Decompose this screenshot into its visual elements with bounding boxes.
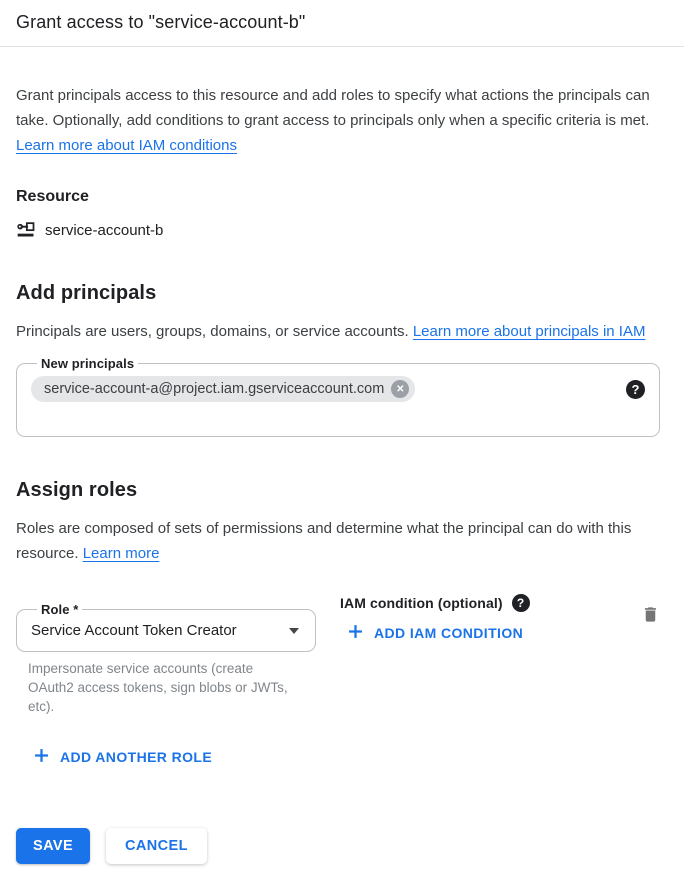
role-column: [16, 590, 316, 716]
add-iam-condition-label: ADD IAM CONDITION: [374, 625, 524, 641]
resource-row: [16, 220, 660, 240]
cancel-button[interactable]: CANCEL: [106, 828, 207, 864]
new-principals-inner: [31, 376, 645, 402]
close-icon[interactable]: ✕: [391, 380, 409, 398]
principal-chip[interactable]: [31, 376, 415, 402]
role-helper-text: Impersonate service accounts (create OAuth2 access tokens, sign blobs or JWTs, etc).: [28, 661, 288, 714]
role-selected-value: Service Account Token Creator: [31, 622, 237, 639]
trash-icon: [641, 613, 660, 628]
save-button[interactable]: SAVE: [16, 828, 90, 864]
roles-description-text: Roles are composed of sets of permissions and determine what the principal can do with this resource.: [16, 520, 632, 562]
intro-paragraph: [16, 83, 650, 158]
add-another-role-label: ADD ANOTHER ROLE: [60, 749, 213, 765]
principals-description: [16, 319, 650, 344]
assign-roles-heading: Assign roles: [16, 479, 138, 501]
plus-icon: [348, 624, 363, 642]
principal-chip-label: service-account-a@project.iam.gserviceaccount.com: [44, 381, 385, 397]
dialog-header: [0, 0, 684, 47]
help-icon[interactable]: ?: [512, 594, 530, 612]
resource-heading: Resource: [16, 188, 89, 205]
help-icon[interactable]: ?: [626, 380, 645, 399]
delete-role-button[interactable]: [641, 604, 660, 628]
role-label: Role *: [41, 602, 79, 617]
chevron-down-icon: [289, 628, 299, 634]
dialog-footer: [0, 828, 684, 864]
dialog-title: Grant access to "service-account-b": [16, 12, 306, 32]
plus-icon: [34, 748, 49, 766]
add-iam-condition-button[interactable]: [348, 624, 523, 642]
resource-name: service-account-b: [45, 221, 164, 239]
iam-conditions-link[interactable]: Learn more about IAM conditions: [16, 137, 237, 154]
iam-condition-label-row: [340, 590, 618, 612]
roles-learn-more-link[interactable]: Learn more: [82, 545, 160, 562]
role-row: [16, 590, 660, 716]
iam-condition-column: [340, 590, 618, 644]
roles-description: [16, 516, 650, 566]
iam-condition-label: IAM condition (optional): [340, 595, 503, 611]
new-principals-label: New principals: [41, 356, 135, 371]
principals-description-text: Principals are users, groups, domains, or service accounts.: [16, 323, 413, 340]
add-principals-heading: Add principals: [16, 282, 157, 304]
principals-learn-more-link[interactable]: Learn more about principals in IAM: [412, 323, 646, 340]
service-account-icon: [16, 220, 36, 240]
role-value-row[interactable]: [31, 622, 301, 639]
new-principals-field[interactable]: [16, 356, 660, 437]
add-another-role-button[interactable]: [34, 748, 212, 766]
intro-text: Grant principals access to this resource and add roles to specify what actions the principals can take. Optionally, add conditions to grant access to principals only when a specific criteria is met.: [16, 87, 650, 129]
role-delete-column: [618, 590, 660, 628]
role-select[interactable]: [16, 602, 316, 652]
dialog-body: [0, 83, 684, 768]
